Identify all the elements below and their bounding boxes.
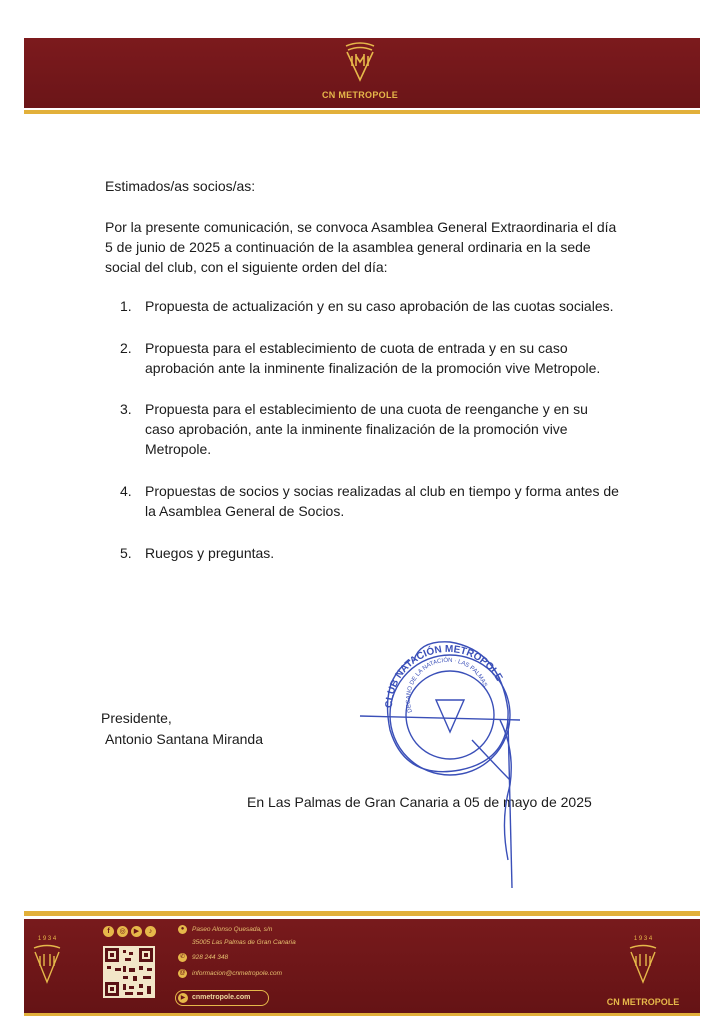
svg-text:CLUB NATACIÓN METROPOLE [384,644,505,708]
instagram-icon[interactable]: ◎ [117,926,128,937]
stamp-inner-text: DECANO DE LA NATACIÓN · LAS PALMAS [405,657,488,714]
header-brand: CN METROPOLE [321,90,399,100]
phone-number: 928 244 348 [192,954,229,961]
intro-paragraph: Por la presente comunicación, se convoca Asamblea General Extraordinaria el día 5 de junio de 2025 a continuación de la asamblea general ordinaria en la sede social del club, con el siguiente orden del día: [105,219,617,275]
footer-year-left: 1 9 3 4 [37,936,57,942]
agenda-item-number: 5. [120,545,132,561]
agenda-list [120,296,620,563]
agenda-item-text: Ruegos y preguntas. [145,545,275,561]
agenda-item-number: 4. [120,483,132,499]
agenda-item-number: 2. [120,340,132,356]
place-date: En Las Palmas de Gran Canaria a 05 de mayo de 2025 [247,794,592,810]
header-divider [24,110,700,114]
signer-name: Antonio Santana Miranda [105,731,263,747]
agenda-item-number: 3. [120,401,132,417]
address-line1: Paseo Alonso Quesada, s/n [192,926,273,933]
greeting: Estimados/as socios/as: [105,178,256,194]
agenda-item-text: Propuesta para el establecimiento de cuota de entrada y en su caso aprobación ante la inminente finalización de la promoción vive Metropole. [145,340,601,376]
signer-role: Presidente, [101,710,172,726]
cnm-footer-logo-icon [30,932,64,992]
footer-divider [24,911,700,916]
website-text: cnmetropole.com [192,994,251,1001]
cnm-footer-logo-right-icon [626,932,660,992]
cnm-logo-icon [340,40,380,84]
web-icon: ▶ [178,993,188,1003]
website-link[interactable] [175,990,269,1006]
phone-icon: ✆ [179,954,186,960]
youtube-icon[interactable]: ▶ [131,926,142,937]
agenda-item-text: Propuesta de actualización y en su caso aprobación de las cuotas sociales. [145,298,614,314]
location-icon: ● [178,925,187,934]
footer-bottom-line [24,1013,700,1016]
social-links [103,926,156,937]
agenda-item [120,296,620,316]
club-stamp-signature-icon [350,620,540,890]
qr-code-icon [103,946,155,998]
stamp-text: CLUB NATACIÓN METROPOLE [383,643,505,709]
agenda-item-text: Propuestas de socios y socias realizadas al club en tiempo y forma antes de la Asamblea General de Socios. [145,483,619,519]
agenda-item [120,481,620,521]
agenda-item-text: Propuesta para el establecimiento de una cuota de reenganche y en su caso aprobación, ante la inminente finalización de la promoción vive Metropole. [145,401,588,457]
email-icon: @ [179,970,186,976]
agenda-item [120,338,620,378]
footer-brand: CN METROPOLE [606,997,680,1007]
agenda-item-number: 1. [120,298,132,314]
email-address[interactable]: informacion@cnmetropole.com [192,970,283,977]
address-line2: 35005 Las Palmas de Gran Canaria [192,939,296,946]
facebook-icon[interactable]: f [103,926,114,937]
footer-year-right: 1 9 3 4 [633,936,653,942]
agenda-item [120,543,620,563]
tiktok-icon[interactable]: ♪ [145,926,156,937]
agenda-item [120,399,620,459]
